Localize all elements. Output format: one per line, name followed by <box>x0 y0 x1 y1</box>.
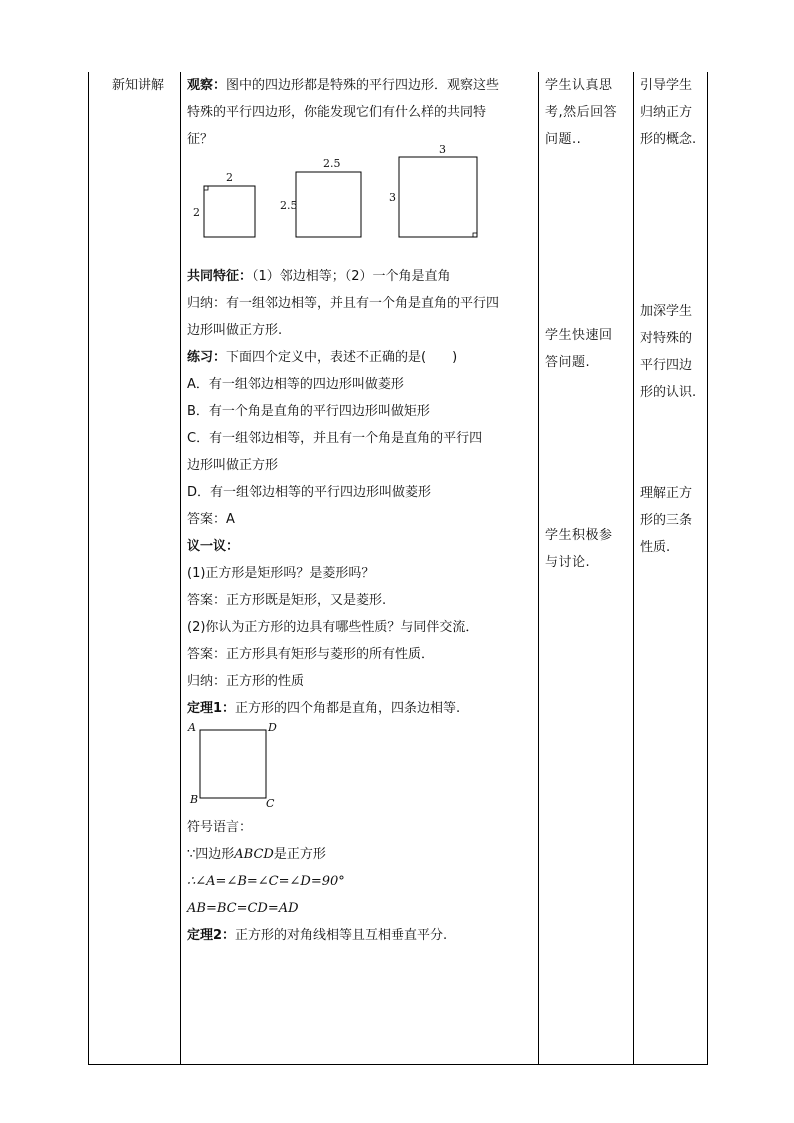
right-angle-mark <box>204 186 208 190</box>
theorem-text: 正方形的四个角都是直角，四条边相等. <box>235 701 461 716</box>
option-c: 边形叫做正方形 <box>187 458 279 473</box>
intent-line: 形的三条 <box>640 513 693 528</box>
option-c: C．有一组邻边相等，并且有一个角是直角的平行四 <box>187 431 483 446</box>
induce-title: 归纳： <box>187 674 227 689</box>
intent-line: 加深学生 <box>640 304 693 319</box>
side-label: 2 <box>226 171 233 184</box>
activity-line: 问题.. <box>545 132 582 147</box>
question: (2)你认为正方形的边具有哪些性质？与同伴交流． <box>187 620 479 635</box>
activity-line: 答问题. <box>545 355 591 370</box>
discuss-title: 议一议： <box>187 539 240 554</box>
activity-line: 与讨论. <box>545 555 591 570</box>
common-title: 共同特征： <box>187 269 253 284</box>
column-divider <box>180 72 181 1064</box>
student-activity <box>545 522 631 576</box>
practice-title: 练习： <box>187 350 227 365</box>
intent-line: 引导学生 <box>640 78 693 93</box>
student-activity <box>545 72 631 153</box>
side-label: 2.5 <box>280 199 298 212</box>
activity-line: 学生快速回 <box>545 328 613 343</box>
square-abcd-figure <box>187 722 532 814</box>
observe-text: 特殊的平行四边形，你能发现它们有什么样的共同特 <box>187 105 487 120</box>
vertex-label: A <box>188 721 196 734</box>
option-a: A．有一组邻边相等的四边形叫做菱形 <box>187 377 404 392</box>
intent-line: 形的认识. <box>640 385 697 400</box>
intent-line: 平行四边 <box>640 358 693 373</box>
statement-text: 四边形 <box>195 847 235 862</box>
statement-text: 是正方形 <box>273 847 326 862</box>
intent-line: 归纳正方 <box>640 105 693 120</box>
vertex-label: B <box>190 793 199 806</box>
common-text: （1）邻边相等；（2）一个角是直角 <box>252 269 451 284</box>
option-d: D．有一组邻边相等的平行四边形叫做菱形 <box>187 485 432 500</box>
vertex-label: D <box>268 721 277 734</box>
section-label: 新知讲解 <box>111 78 164 93</box>
answer: 答案：正方形既是矩形，又是菱形. <box>187 593 387 608</box>
quad-name: ABCD <box>234 847 274 862</box>
activity-line: 学生认真思 <box>545 78 613 93</box>
intent-line: 形的概念. <box>640 132 697 147</box>
practice-text: 下面四个定义中，表述不正确的是( ) <box>226 350 458 365</box>
side-statement: AB=BC=CD=AD <box>187 901 299 916</box>
answer: 答案：A <box>187 512 235 527</box>
theorem-text: 正方形的对角线相等且互相垂直平分. <box>235 928 448 943</box>
induce-text: 正方形的性质 <box>226 674 305 689</box>
squares-figure <box>187 143 532 263</box>
because-symbol: ∵ <box>187 847 196 862</box>
side-label: 2 <box>193 206 200 219</box>
student-activity <box>545 322 631 376</box>
square-2-5 <box>296 172 361 237</box>
vertex-label: C <box>266 797 275 810</box>
intent-line: 性质. <box>640 540 671 555</box>
observe-text: 征？ <box>187 132 214 147</box>
square-abcd <box>200 730 266 798</box>
angle-statement: ∴∠A=∠B=∠C=∠D=90° <box>187 874 345 889</box>
column-divider <box>633 72 634 1064</box>
activity-line: 考,然后回答 <box>545 105 618 120</box>
induce-text: 有一组邻边相等，并且有一个角是直角的平行四 <box>226 296 500 311</box>
right-angle-mark <box>473 233 477 237</box>
square-2 <box>204 186 255 237</box>
answer: 答案：正方形具有矩形与菱形的所有性质． <box>187 647 435 662</box>
induce-title: 归纳： <box>187 296 227 311</box>
intent-line: 对特殊的 <box>640 331 693 346</box>
column-divider <box>538 72 539 1064</box>
square-3 <box>399 157 477 237</box>
activity-line: 学生积极参 <box>545 528 613 543</box>
squares-drawing <box>187 153 532 263</box>
symbol-language: 符号语言： <box>187 820 253 835</box>
design-intent <box>640 480 702 561</box>
observe-title: 观察： <box>187 78 227 93</box>
question: (1)正方形是矩形吗？是菱形吗？ <box>187 566 375 581</box>
square-abcd-drawing <box>187 722 307 814</box>
theorem-title: 定理1： <box>187 701 236 716</box>
intent-line: 理解正方 <box>640 486 693 501</box>
theorem-title: 定理2： <box>187 928 236 943</box>
observe-text: 图中的四边形都是特殊的平行四边形．观察这些 <box>226 78 500 93</box>
side-label: 3 <box>439 143 446 156</box>
design-intent <box>640 298 702 406</box>
option-b: B．有一个角是直角的平行四边形叫做矩形 <box>187 404 430 419</box>
lesson-content <box>187 72 532 949</box>
side-label: 2.5 <box>323 157 341 170</box>
design-intent <box>640 72 702 153</box>
induce-text: 边形叫做正方形. <box>187 323 283 338</box>
side-label: 3 <box>389 191 396 204</box>
